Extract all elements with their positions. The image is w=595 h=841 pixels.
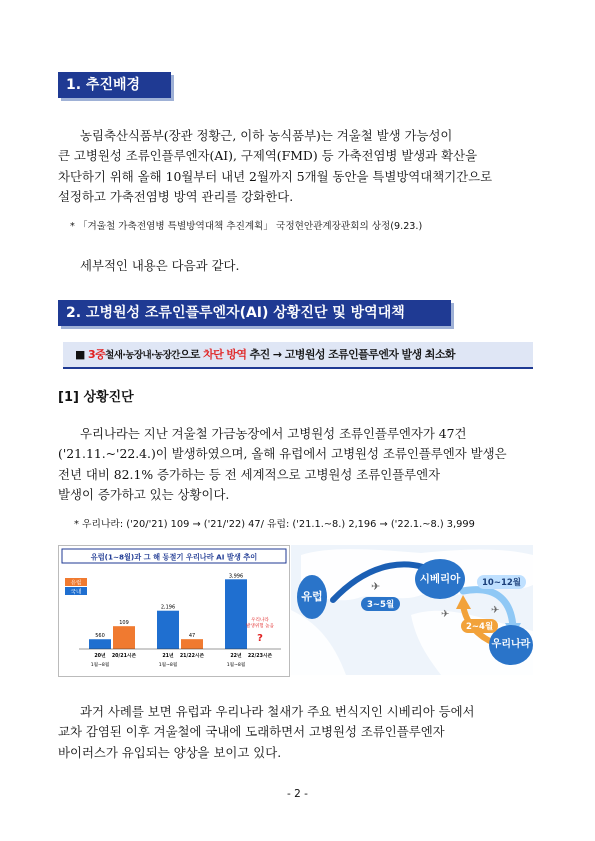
closing-paragraph (58, 702, 536, 763)
data-label: 2,196 (160, 604, 176, 611)
banner-bullet: ■ (75, 348, 85, 361)
data-label: 560 (95, 633, 105, 640)
migration-map (291, 545, 533, 675)
bar-korea (113, 626, 135, 649)
label-month-mar-may: 3~5월 (361, 597, 400, 611)
para-line: 우리나라는 지난 겨울철 가금농장에서 고병원성 조류인플루엔자가 47건 (80, 426, 467, 441)
bar-europe (225, 579, 247, 649)
label-siberia: 시베리아 (415, 559, 465, 599)
data-label: 109 (119, 620, 129, 627)
label-korea: 우리나라 (489, 625, 533, 665)
bar-europe (157, 611, 179, 649)
chart-annotation: 발생위험 높음 (245, 624, 275, 629)
chart-annotation: 우리나라 (251, 618, 269, 623)
section1-heading: 1. 추진배경 (58, 72, 171, 98)
para-line: 바이러스가 유입되는 양상을 보이고 있다. (58, 744, 282, 760)
subsection-heading: [1] 상황진단 (58, 390, 134, 405)
para-line: 설정하고 가축전염병 방역 관리를 강화한다. (58, 189, 294, 205)
para-line: 발생이 증가하고 있는 상황이다. (58, 487, 230, 503)
x-label: 20/21시즌 (111, 654, 137, 659)
label-month-oct-dec: 10~12월 (477, 575, 526, 589)
bird-icon: ✈ (371, 580, 381, 593)
x-sublabel: 1월~8월 (90, 663, 110, 668)
legend-label: 국내 (70, 589, 82, 596)
data-label: 3,996 (228, 573, 244, 580)
para-line: 교차 감염된 이후 겨울철에 국내에 도래하면서 고병원성 조류인플루엔자 (58, 724, 445, 740)
para-line: ('21.11.~'22.4.)이 발생하였으며, 올해 유럽에서 고병원성 조류인플루엔자 발생은 (58, 446, 507, 462)
x-label: 20년 (94, 654, 106, 659)
section1-detail: 세부적인 내용은 다음과 같다. (80, 258, 240, 273)
section1-note: * 「겨울철 가축전염병 특별방역대책 추진계획」 국정현안관계장관회의 상정(9.23.) (70, 221, 423, 232)
x-label: 21년 (162, 654, 174, 659)
para-line: 전년 대비 82.1% 증가하는 등 전 세계적으로 고병원성 조류인플루엔자 (58, 466, 441, 482)
para-line: 차단하기 위해 올해 10월부터 내년 2월까지 5개월 동안을 특별방역대책기간으로 (58, 168, 493, 184)
banner-emphasis-2: 차단 방역 (203, 348, 247, 361)
para-line: 과거 사례를 보면 유럽과 우리나라 철새가 주요 번식지인 시베리아 등에서 (80, 704, 475, 719)
bird-icon: ✈ (441, 609, 450, 620)
label-europe: 유럽 (297, 575, 327, 619)
bar-europe (89, 639, 111, 649)
situation-note: * 우리나라: ('20/'21) 109 → ('21/'22) 47/ 유럽: ('21.1.~8.) 2,196 → ('22.1.~8.) 3,999 (74, 519, 475, 530)
situation-paragraph (58, 424, 536, 506)
ai-outbreak-chart (58, 545, 290, 677)
data-label: 47 (188, 633, 196, 640)
x-sublabel: 1월~8월 (226, 663, 246, 668)
x-label: 22/23시즌 (247, 654, 273, 659)
question-mark: ? (257, 633, 263, 644)
page-number: - 2 - (287, 788, 308, 800)
label-month-feb-apr: 2~4월 (461, 619, 498, 633)
banner-text-2: 으로 (179, 348, 204, 361)
section1-paragraph (58, 126, 536, 208)
bird-icon: ✈ (491, 605, 500, 616)
x-label: 22년 (230, 654, 242, 659)
para-line: 큰 고병원성 조류인플루엔자(AI), 구제역(FMD) 등 가축전염병 발생과 확산을 (58, 148, 478, 164)
chart-title: 유럽(1~8월)과 그 해 동절기 우리나라 AI 발생 추이 (90, 552, 258, 562)
x-sublabel: 1월~8월 (158, 663, 178, 668)
banner-text-3: 추진 → 고병원성 조류인플루엔자 발생 최소화 (246, 348, 455, 361)
x-label: 21/22시즌 (179, 654, 205, 659)
chart-svg (59, 546, 289, 676)
strategy-banner (63, 342, 533, 369)
section2-heading: 2. 고병원성 조류인플루엔자(AI) 상황진단 및 방역대책 (58, 300, 451, 326)
para-line: 농림축산식품부(장관 정황근, 이하 농식품부)는 겨울철 발생 가능성이 (80, 128, 453, 143)
banner-emphasis-1: 3중 (88, 348, 106, 361)
banner-text-1: 철새·농장내·농장간 (105, 350, 180, 361)
bar-korea (181, 639, 203, 649)
legend-label: 유럽 (70, 580, 82, 587)
